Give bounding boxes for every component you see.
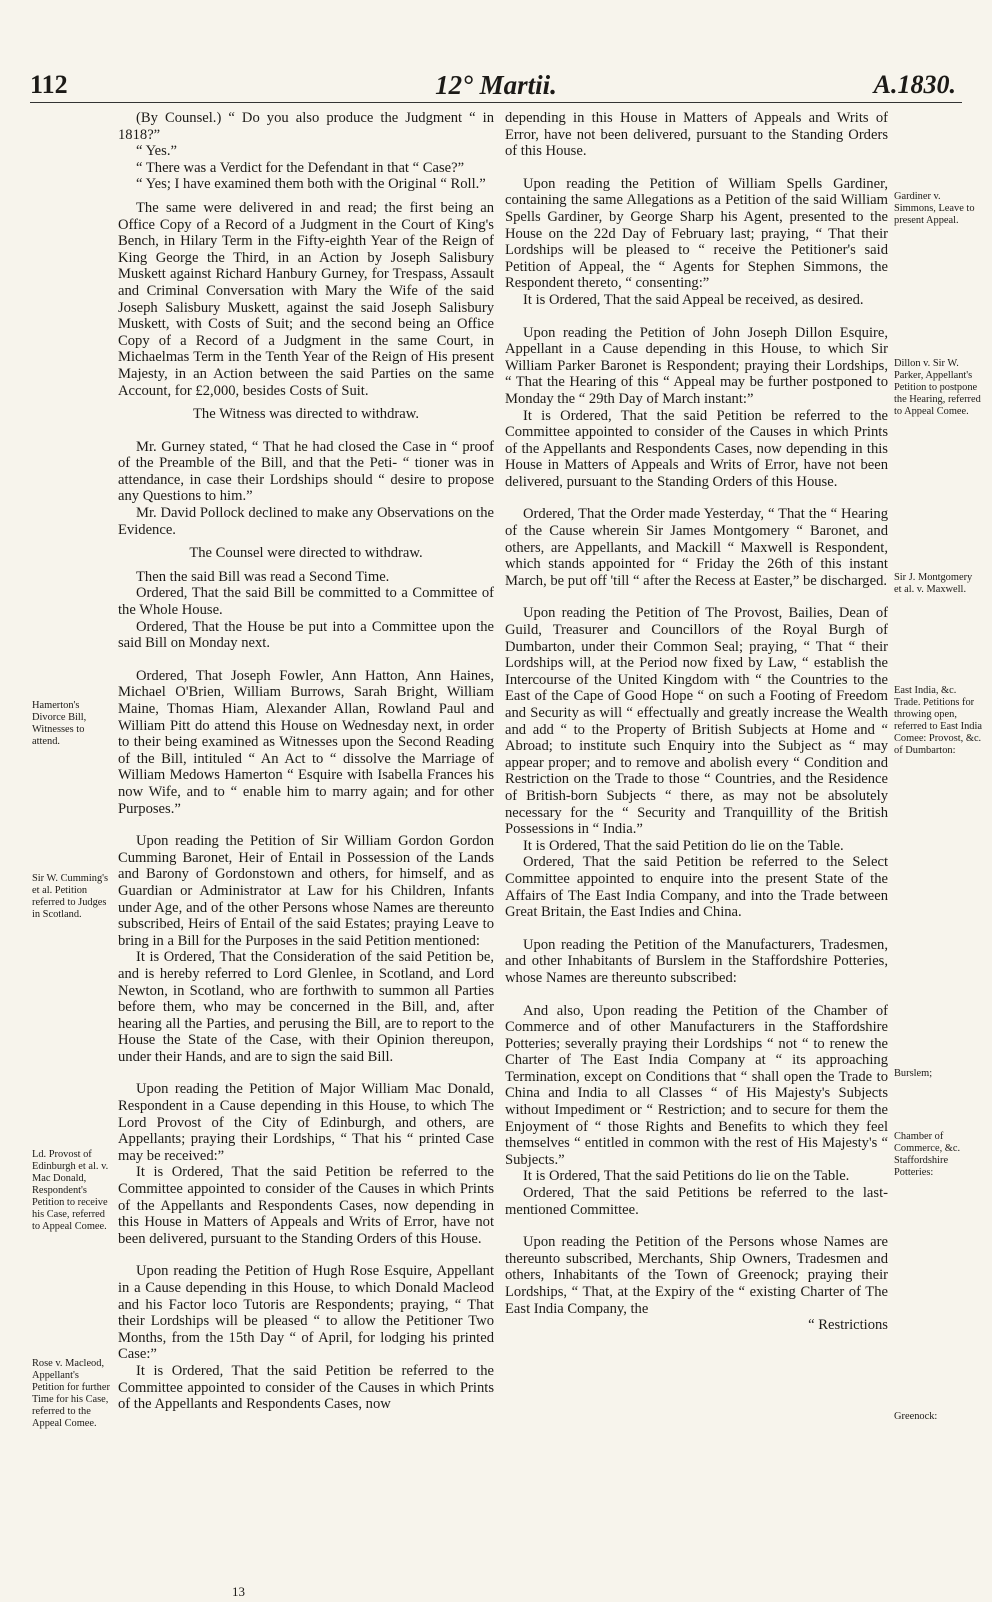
margin-note: Sir J. Montgomery et al. v. Maxwell. <box>894 572 973 595</box>
page-year: A.1830. <box>873 70 956 99</box>
margin-note: Dillon v. Sir W. Parker, Appellant's Petition to postpone the Hearing, referred to Appeal Comee. <box>894 358 981 417</box>
paragraph: Upon reading the Petition of the Persons whose Names are thereunto subscribed, Merchants, Ship Owners, Tradesmen and others, Inhabitants of the Town of Greenock; praying their Lordships, “ That, at the Expiry of the “ existing Charter of The East India Company, the <box>505 1234 888 1317</box>
paragraph: Upon reading the Petition of Sir William Gordon Gordon Cumming Baronet, Heir of Entail in Possession of the Lands and Barony of Gordonstown and others, for himself, and as Guardian or Administrator at Law for his Children, Infants under Age, and of the other Persons whose Names are thereunto subscribed, Heirs of Entail of the said Estates; praying Leave to bring in a Bill for the Purposes in the said Petition mentioned: <box>118 833 494 949</box>
paragraph: It is Ordered, That the said Appeal be received, as desired. <box>523 291 864 308</box>
paragraph: Upon reading the Petition of Hugh Rose Esquire, Appellant in a Cause depending in this House, to which Donald Macleod and his Factor loco Tutoris are Respondents; praying, “ That their Lordships will be pleased “ to allow the Petitioner Two Months, from the 15th Day “ of April, for lodging his printed Case:” <box>118 1263 494 1363</box>
margin-note: Sir W. Cumming's et al. Petition referred to Judges in Scotland. <box>32 873 109 920</box>
paragraph: Ordered, That the said Petitions be referred to the last-mentioned Committee. <box>505 1185 888 1218</box>
margin-note: East India, &c. Trade. Petitions for throwing open, referred to East India Comee: Provost, &c. of Dumbarton: <box>894 685 982 756</box>
paragraph: It is Ordered, That the said Petition be referred to the Committee appointed to consider of the Causes in which Prints of the Appellants and Respondents Cases, now <box>118 1362 494 1413</box>
paragraph: Upon reading the Petition of Major William Mac Donald, Respondent in a Cause depending in this House, to which The Lord Provost of the City of Edinburgh, and others, are Appellants; praying their Lordships, “ That his “ printed Case may be received:” <box>118 1081 494 1164</box>
margin-note: Rose v. Macleod, Appellant's Petition for further Time for his Case, referred to the Appeal Comee. <box>32 1358 110 1429</box>
paragraph: It is Ordered, That the said Petition do lie on the Table. <box>523 837 844 854</box>
margin-note: Burslem; <box>894 1068 933 1079</box>
margin-note: Chamber of Commerce, &c. Staffordshire Potteries: <box>894 1131 961 1178</box>
paragraph: Ordered, That the said Petition be referred to the Select Committee appointed to enquire into the present State of the Affairs of The East India Company, and into the Trade between Great Britain, the East Indies and China. <box>505 854 888 921</box>
catchword: “ Restrictions <box>808 1317 888 1334</box>
paragraph: Upon reading the Petition of John Joseph Dillon Esquire, Appellant in a Cause depending in this House, to which Sir William Parker Baronet is Respondent; praying their Lordships, “ That the Hearing of this “ Appeal may be further postponed to Monday the “ 29th Day of March instant:” <box>505 324 888 407</box>
paragraph: Ordered, That the Order made Yesterday, “ That the “ Hearing of the Cause wherein Sir James Montgomery “ Baronet, and others, are Appellants, and Mackill “ Maxwell is Respondent, which stands appointed for “ Friday the 26th of this instant March, be put off 'till “ after the Recess at Easter,” be discharged. <box>505 506 888 589</box>
right-column <box>505 110 888 1334</box>
paragraph: It is Ordered, That the Consideration of the said Petition be, and is hereby referred to Lord Glenlee, in Scotland, and Lord Newton, in Scotland, who are forthwith to summon all Parties before them, who may be concerned in the Bill, and, after hearing all the Parties, and perusing the Bill, are to report to the House the State of the Case, with their Opinion thereupon, under their Hands, and are to sign the said Bill. <box>118 949 494 1065</box>
left-column <box>118 110 494 1413</box>
paragraph: Mr. Gurney stated, “ That he had closed the Case in “ proof of the Preamble of the Bill, and that the Peti- “ tioner was in attendance, in case their Lordships should “ desire to propose any Questions to him.” <box>118 438 494 505</box>
paragraph: Mr. David Pollock declined to make any Observations on the Evidence. <box>118 505 494 538</box>
paragraph: It is Ordered, That the said Petition be referred to the Committee appointed to consider of the Causes in which Prints of the Appellants and Respondents Cases, now depending in this House in Matters of Appeals and Writs of Error, have not been delivered, pursuant to the Standing Orders of this House. <box>118 1164 494 1247</box>
signature-mark: 13 <box>232 1584 245 1599</box>
paragraph: And also, Upon reading the Petition of the Chamber of Commerce and of other Manufacturers in the Staffordshire Potteries; severally praying their Lordships “ not “ to renew the Charter of The East India Company at “ its approaching Termination, except on Conditions that “ shall open the Trade to China and India to all Classes “ of His Majesty's Subjects without Impediment or “ Restriction; and to secure for them the Enjoyment of “ those Rights and Benefits to which they feel themselves “ entitled in common with the rest of His Majesty's “ Subjects.” <box>505 1002 888 1168</box>
paragraph: “ Yes.” <box>136 143 177 160</box>
page-number: 112 <box>30 70 68 99</box>
margin-note: Ld. Provost of Edinburgh et al. v. Mac Donald, Respondent's Petition to receive his Case, referred to Appeal Comee. <box>32 1149 109 1232</box>
header-rule <box>30 102 962 103</box>
margin-note: Hamerton's Divorce Bill, Witnesses to attend. <box>32 700 87 747</box>
paragraph: Ordered, That Joseph Fowler, Ann Hatton, Ann Haines, Michael O'Brien, William Burrows, Sarah Bright, William Maine, Thomas Hiam, Alexander Allan, Rowland Paul and William Pitt do attend this House on Wednesday next, in order to their being examined as Witnesses upon the Second Reading of the Bill, intituled “ An Act to “ dissolve the Marriage of William Medows Hamerton “ Esquire with Isabella Frances his now Wife, and to “ enable him to marry again; and for other Purposes.” <box>118 667 494 817</box>
paragraph: The Witness was directed to withdraw. <box>193 406 419 423</box>
paragraph: It is Ordered, That the said Petitions do lie on the Table. <box>523 1168 850 1185</box>
paragraph: Upon reading the Petition of the Manufacturers, Tradesmen, and other Inhabitants of Burslem in the Staffordshire Potteries, whose Names are thereunto subscribed: <box>505 936 888 986</box>
paragraph: (By Counsel.) “ Do you also produce the Judgment “ in 1818?” <box>118 110 494 143</box>
paragraph: The same were delivered in and read; the first being an Office Copy of a Record of a Judgment in the Court of King's Bench, in Hilary Term in the Fifty-eighth Year of the Reign of King George the Third, in an Action by Joseph Salisbury Muskett against Richard Hanbury Gurney, for Trespass, Assault and Criminal Conversation with Mary the Wife of the said Joseph Salisbury Muskett, against the said Joseph Salisbury Muskett, with Costs of Suit; and the second being an Office Copy of a Record of a Judgment in the same Court, in Michaelmas Term in the Tenth Year of the Reign of His present Majesty, in an Action between the said Parties on the same Account, for £2,000, besides Costs of Suit. <box>118 199 494 399</box>
paragraph: The Counsel were directed to withdraw. <box>189 545 423 562</box>
margin-note: Greenock: <box>894 1411 938 1422</box>
page-header <box>0 0 992 108</box>
paragraph: “ Yes; I have examined them both with the Original “ Roll.” <box>136 176 486 193</box>
paragraph: Then the said Bill was read a Second Time. <box>136 568 390 585</box>
paragraph: It is Ordered, That the said Petition be referred to the Committee appointed to consider of the Causes in which Prints of the Appellants and Respondents Cases, now depending in this House in Matters of Appeals and Writs of Error, have not been delivered, pursuant to the Standing Orders of this House. <box>505 407 888 490</box>
paragraph: Ordered, That the House be put into a Committee upon the said Bill on Monday next. <box>118 618 494 652</box>
page-date: 12° Martii. <box>435 70 557 100</box>
paragraph: Upon reading the Petition of The Provost, Bailies, Dean of Guild, Treasurer and Councillors of the Royal Burgh of Dumbarton, under their Common Seal; praying, “ That “ their Lordships will, at the Period now fixed by Law, “ establish the Intercourse of the United Kingdom with “ the Countries to the East of the Cape of Good Hope “ on such a Footing of Freedom and Security as will “ effectually and greatly increase the Wealth and add “ to the Property of British Subjects at Home and “ Abroad; to institute such Enquiry into the Subject as “ may appear proper; and to remove and abolish every “ Condition and Restriction on the Trade to those “ Countries, and the Residence of British-born Subjects “ there, as may not be absolutely necessary for the “ Security and Tranquillity of the British Possessions in “ India.” <box>505 605 888 838</box>
paragraph: Ordered, That the said Bill be committed to a Committee of the Whole House. <box>118 585 494 619</box>
paragraph: “ There was a Verdict for the Defendant in that “ Case?” <box>136 159 465 176</box>
margin-note: Gardiner v. Simmons, Leave to present Appeal. <box>894 191 975 226</box>
paragraph: depending in this House in Matters of Appeals and Writs of Error, have not been delivered, pursuant to the Standing Orders of this House. <box>505 110 888 160</box>
paragraph: Upon reading the Petition of William Spells Gardiner, containing the same Allegations as a Petition of the said William Spells Gardiner, by George Sharp his Agent, presented to the House on the 22d Day of February last; praying, “ That their Lordships will be pleased to “ receive the Petitioner's said Petition of Appeal, the “ Agents for Stephen Simmons, the Respondent thereto, “ consenting:” <box>505 175 888 292</box>
